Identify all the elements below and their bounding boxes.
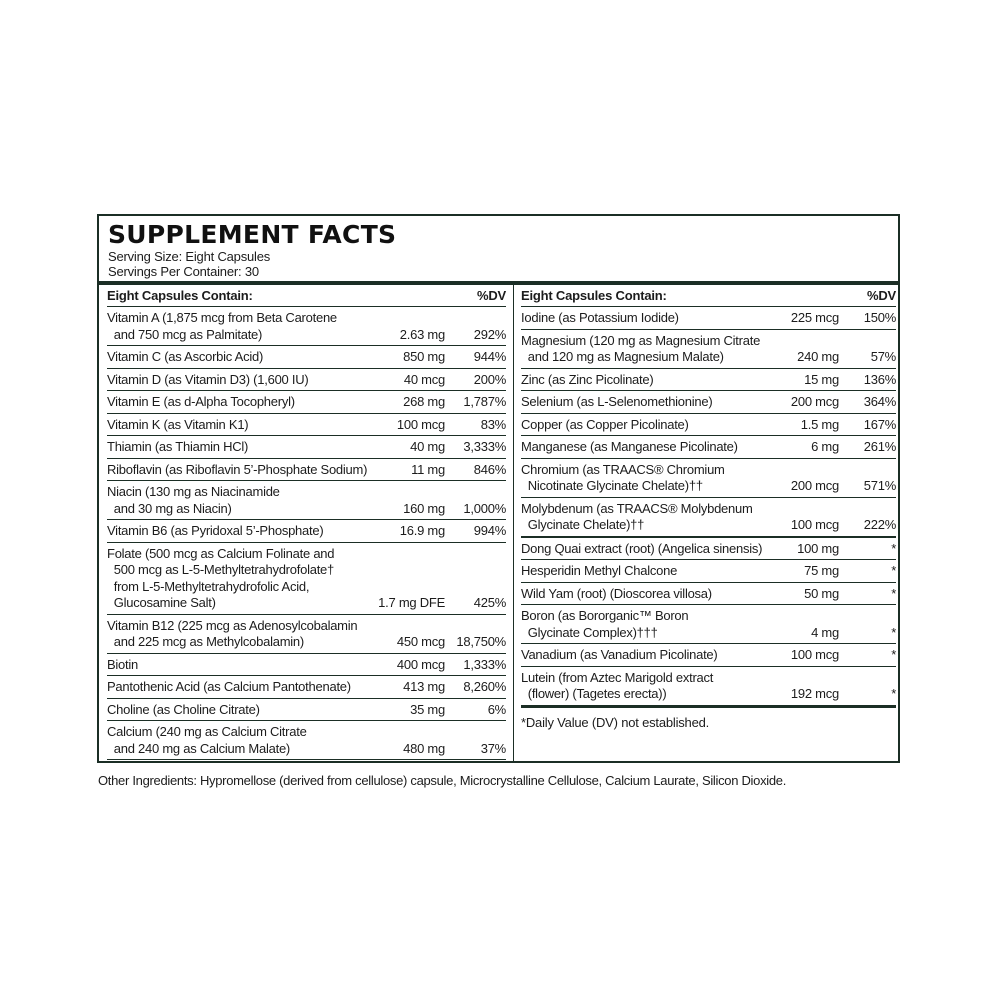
nutrient-daily-value: * (891, 585, 896, 601)
nutrient-row (107, 369, 506, 392)
nutrient-name: Copper (as Copper Picolinate) (521, 416, 689, 432)
nutrient-daily-value: 222% (863, 517, 896, 532)
nutrient-daily-value: 1,787% (463, 394, 506, 409)
nutrient-daily-value: 292% (473, 326, 506, 342)
nutrient-row (521, 330, 896, 369)
nutrient-name: Vitamin E (as d-Alpha Tocopheryl) (107, 394, 295, 409)
nutrient-daily-value: 846% (473, 461, 506, 477)
left-header-label: Eight Capsules Contain: (107, 288, 253, 303)
nutrient-daily-value: 136% (863, 371, 896, 387)
nutrient-row (107, 615, 506, 654)
nutrient-daily-value: 150% (863, 310, 896, 325)
nutrient-daily-value: 1,000% (463, 500, 506, 516)
nutrient-daily-value: 57% (870, 349, 896, 364)
nutrient-row (107, 436, 506, 459)
nutrient-row (107, 676, 506, 699)
serving-info (108, 249, 270, 279)
nutrient-amount: 35 mg (410, 701, 445, 717)
nutrient-amount: 192 mcg (790, 686, 839, 701)
nutrient-daily-value: 37% (480, 740, 506, 756)
nutrient-name: Riboflavin (as Riboflavin 5’-Phosphate Sodium) (107, 461, 368, 477)
nutrient-row (521, 307, 896, 330)
nutrient-row (107, 459, 506, 482)
nutrient-name: Dong Quai extract (root) (Angelica sinensis) (521, 540, 763, 556)
nutrient-row (107, 481, 506, 520)
nutrient-amount: 480 mg (403, 740, 445, 756)
left-column-header (107, 285, 506, 307)
nutrient-row (521, 498, 896, 538)
nutrient-row (107, 654, 506, 677)
nutrient-daily-value: 200% (473, 371, 506, 387)
left-nutrient-rows (107, 307, 506, 760)
nutrient-name: Choline (as Choline Citrate) (107, 701, 260, 717)
nutrient-name: Folate (500 mcg as Calcium Folinate and 500 mcg as L-5-Methyltetrahydrofolate† from L-5-Methyltetrahydrofolic Acid, Glucosamine Salt) (107, 545, 335, 610)
nutrient-daily-value: 83% (480, 416, 506, 432)
nutrient-daily-value: 425% (473, 595, 506, 610)
nutrient-row (521, 605, 896, 644)
nutrient-amount: 225 mcg (790, 310, 839, 325)
nutrient-amount: 4 mg (811, 624, 839, 640)
daily-value-footnote: *Daily Value (DV) not established. (521, 714, 710, 730)
nutrient-row (521, 560, 896, 583)
nutrient-name: Vitamin A (1,875 mcg from Beta Carotene and 750 mcg as Palmitate) (107, 310, 337, 342)
nutrient-daily-value: 364% (863, 394, 896, 409)
nutrient-name: Thiamin (as Thiamin HCl) (107, 439, 249, 454)
nutrient-amount: 100 mg (797, 540, 839, 556)
nutrient-daily-value: 8,260% (463, 679, 506, 694)
right-header-dv: %DV (866, 288, 896, 303)
nutrient-daily-value: 167% (863, 416, 896, 432)
nutrient-row (521, 538, 896, 561)
nutrient-row (521, 391, 896, 414)
nutrient-row (521, 644, 896, 667)
right-header-label: Eight Capsules Contain: (521, 288, 667, 303)
nutrient-row (107, 391, 506, 414)
nutrient-name: Molybdenum (as TRAACS® Molybdenum Glycinate Chelate)†† (521, 500, 753, 532)
serving-size: Serving Size: Eight Capsules (108, 249, 271, 264)
nutrient-amount: 450 mcg (396, 634, 445, 649)
right-column-header (521, 285, 896, 307)
nutrient-name: Niacin (130 mg as Niacinamide and 30 mg as Niacin) (107, 484, 280, 516)
nutrient-amount: 400 mcg (396, 656, 445, 672)
nutrient-amount: 268 mg (403, 394, 445, 409)
nutrient-amount: 100 mcg (396, 416, 445, 432)
nutrient-name: Vitamin K (as Vitamin K1) (107, 416, 249, 432)
nutrient-row (521, 369, 896, 392)
nutrient-name: Vanadium (as Vanadium Picolinate) (521, 647, 718, 662)
panel-title: SUPPLEMENT FACTS (108, 220, 397, 249)
nutrient-name: Vitamin D (as Vitamin D3) (1,600 IU) (107, 371, 309, 387)
nutrient-amount: 1.5 mg (800, 416, 839, 432)
nutrient-row (521, 414, 896, 437)
nutrient-amount: 100 mcg (790, 647, 839, 662)
nutrient-amount: 11 mg (411, 461, 445, 477)
nutrient-amount: 40 mg (410, 439, 445, 454)
nutrient-name: Wild Yam (root) (Dioscorea villosa) (521, 585, 712, 601)
nutrient-name: Biotin (107, 656, 139, 672)
nutrient-amount: 160 mg (403, 500, 445, 516)
right-nutrient-column (521, 285, 896, 730)
nutrient-name: Hesperidin Methyl Chalcone (521, 563, 678, 578)
nutrient-row (107, 543, 506, 615)
nutrient-name: Zinc (as Zinc Picolinate) (521, 371, 654, 387)
nutrient-amount: 240 mg (797, 349, 839, 364)
nutrient-name: Pantothenic Acid (as Calcium Pantothenate) (107, 679, 351, 694)
nutrient-amount: 2.63 mg (399, 326, 445, 342)
servings-per-container: Servings Per Container: 30 (108, 264, 259, 279)
nutrient-row (107, 307, 506, 346)
nutrient-row (521, 436, 896, 459)
nutrient-name: Selenium (as L-Selenomethionine) (521, 394, 713, 409)
nutrient-row (521, 459, 896, 498)
nutrient-daily-value: 261% (863, 439, 896, 454)
nutrient-row (521, 583, 896, 606)
nutrient-name: Magnesium (120 mg as Magnesium Citrate and 120 mg as Magnesium Malate) (521, 332, 761, 364)
right-nutrient-rows (521, 307, 896, 708)
nutrient-daily-value: * (891, 563, 896, 578)
nutrient-row (107, 721, 506, 760)
nutrient-name: Chromium (as TRAACS® Chromium Nicotinate Glycinate Chelate)†† (521, 461, 725, 493)
nutrient-name: Vitamin C (as Ascorbic Acid) (107, 349, 264, 364)
nutrient-amount: 50 mg (804, 585, 839, 601)
nutrient-amount: 200 mcg (790, 394, 839, 409)
nutrient-amount: 1.7 mg DFE (378, 595, 445, 610)
nutrient-daily-value: * (891, 624, 896, 640)
nutrient-amount: 75 mg (804, 563, 839, 578)
nutrient-amount: 6 mg (811, 439, 839, 454)
nutrient-name: Calcium (240 mg as Calcium Citrate and 240 mg as Calcium Malate) (107, 724, 307, 756)
nutrient-row (107, 414, 506, 437)
nutrient-name: Lutein (from Aztec Marigold extract (flower) (Tagetes erecta)) (521, 669, 714, 701)
nutrient-row (107, 520, 506, 543)
other-ingredients: Other Ingredients: Hypromellose (derived from cellulose) capsule, Microcrystalline Cellulose, Calcium Laurate, Silicon Dioxide. (98, 773, 787, 788)
nutrient-amount: 15 mg (804, 371, 839, 387)
nutrient-row (521, 667, 896, 708)
nutrient-daily-value: 571% (863, 478, 896, 493)
nutrient-row (107, 699, 506, 722)
nutrient-daily-value: 18,750% (456, 634, 506, 649)
nutrient-daily-value: 1,333% (463, 656, 506, 672)
nutrient-daily-value: 3,333% (463, 439, 506, 454)
left-nutrient-column (107, 285, 506, 760)
nutrient-amount: 100 mcg (790, 517, 839, 532)
nutrient-daily-value: * (891, 540, 896, 556)
left-header-dv: %DV (476, 288, 506, 303)
nutrient-amount: 413 mg (403, 679, 445, 694)
nutrient-name: Manganese (as Manganese Picolinate) (521, 439, 738, 454)
nutrient-daily-value: * (891, 686, 896, 701)
nutrient-daily-value: 6% (487, 701, 506, 717)
column-divider (513, 285, 514, 761)
nutrient-amount: 200 mcg (790, 478, 839, 493)
nutrient-name: Vitamin B12 (225 mcg as Adenosylcobalamin and 225 mcg as Methylcobalamin) (107, 617, 358, 649)
nutrient-daily-value: 994% (473, 523, 506, 538)
nutrient-row (107, 346, 506, 369)
supplement-facts-panel (97, 214, 900, 763)
nutrient-name: Iodine (as Potassium Iodide) (521, 310, 679, 325)
nutrient-amount: 850 mg (403, 349, 445, 364)
nutrient-name: Vitamin B6 (as Pyridoxal 5’-Phosphate) (107, 523, 324, 538)
nutrient-daily-value: * (891, 647, 896, 662)
nutrient-daily-value: 944% (473, 349, 506, 364)
nutrient-amount: 40 mcg (403, 371, 445, 387)
nutrient-name: Boron (as Bororganic™ Boron Glycinate Complex)††† (521, 608, 689, 640)
nutrient-amount: 16.9 mg (399, 523, 445, 538)
